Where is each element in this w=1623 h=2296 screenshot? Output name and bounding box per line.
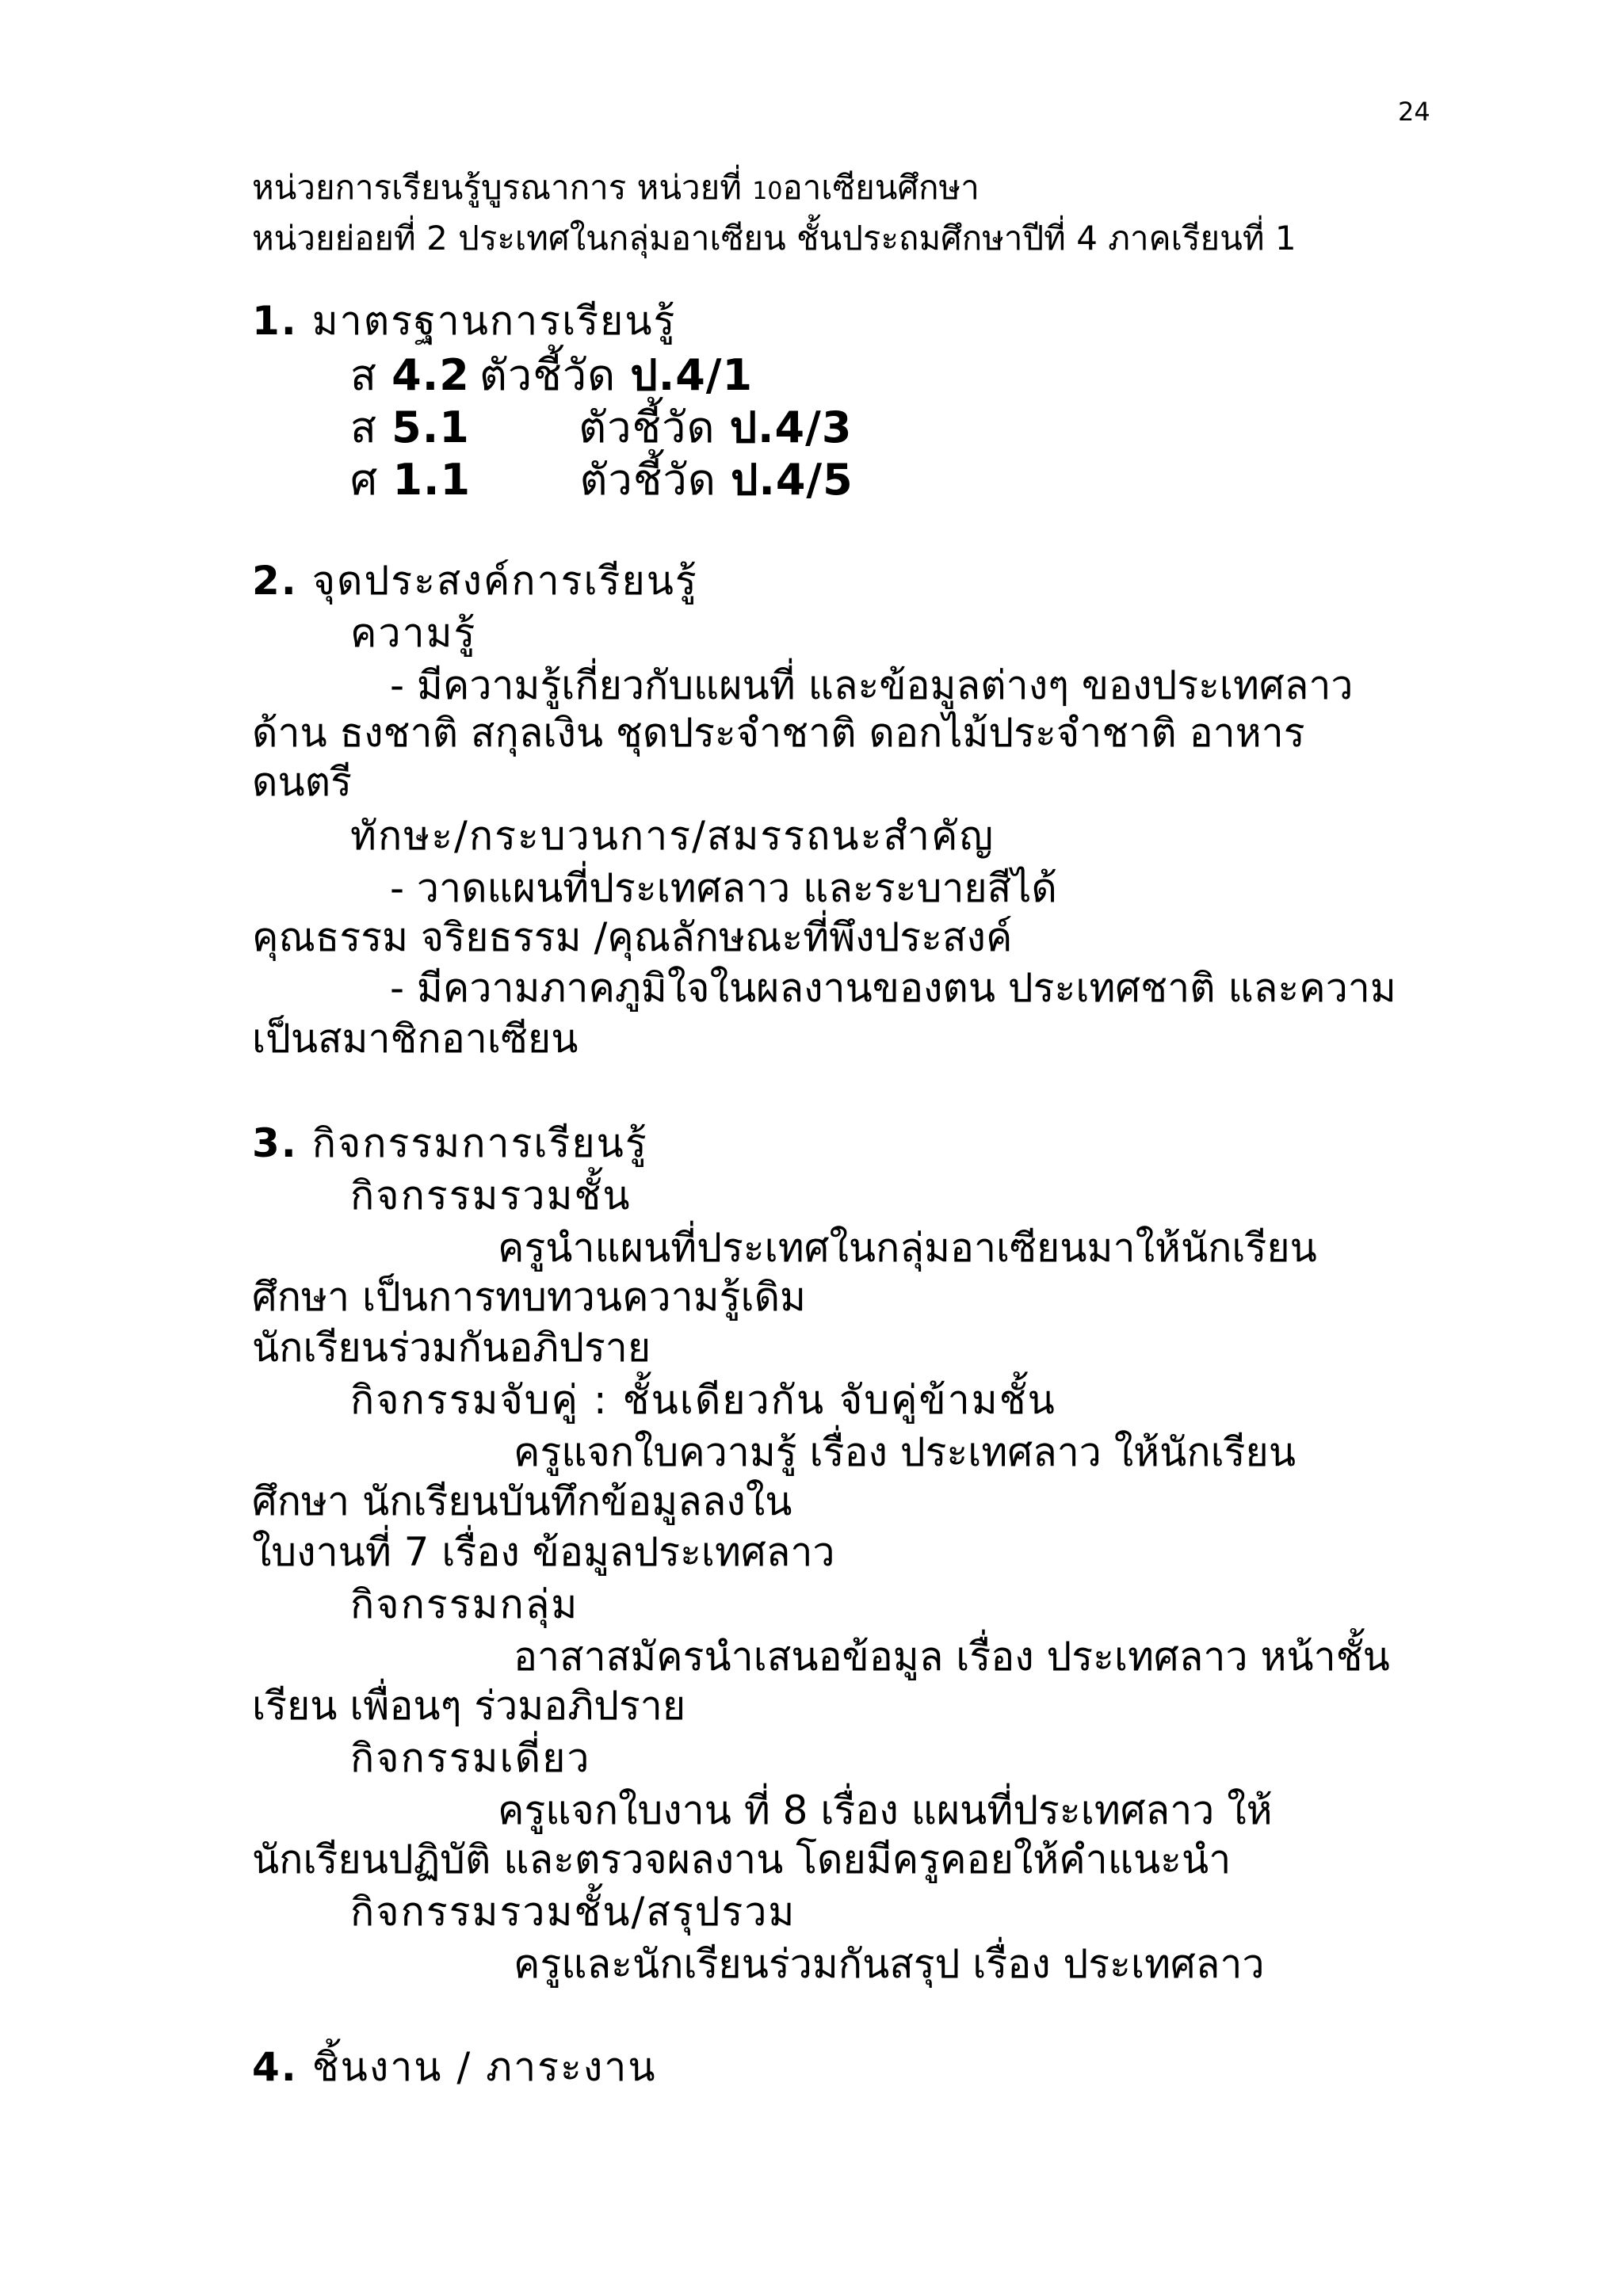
standard-row xyxy=(350,352,753,399)
summary-heading: กิจกรรมรวมชั้น/สรุปรวม xyxy=(350,1889,796,1935)
unit-number: 10 xyxy=(752,177,783,205)
single-line: ครูแจกใบงาน ที่ 8 เรื่อง แผนที่ประเทศลาว ให้ xyxy=(498,1787,1273,1833)
knowledge-heading: ความรู้ xyxy=(350,610,477,656)
standard-row xyxy=(350,404,852,451)
knowledge-line: ด้าน ธงชาติ สกุลเงิน ชุดประจำชาติ ดอกไม้ประจำชาติ อาหาร xyxy=(252,710,1305,756)
unit-title xyxy=(252,170,980,206)
standard-prefix: ส xyxy=(350,350,377,400)
indicator-value: ป.4/1 xyxy=(630,350,754,400)
skills-heading: ทักษะ/กระบวนการ/สมรรถนะสำคัญ xyxy=(350,813,995,859)
section1-heading xyxy=(252,299,676,343)
standard-prefix: ศ xyxy=(350,455,379,505)
ethics-line: - มีความภาคภูมิใจในผลงานของตน ประเทศชาติ และความ xyxy=(390,965,1396,1011)
whole-class-heading: กิจกรรมรวมชั้น xyxy=(350,1173,632,1219)
section2-title: จุดประสงค์การเรียนรู้ xyxy=(311,558,698,604)
whole-class-line: ศึกษา เป็นการทบทวนความรู้เดิม xyxy=(252,1274,806,1320)
pair-line: ใบงานที่ 7 เรื่อง ข้อมูลประเทศลาว xyxy=(252,1529,835,1575)
pair-heading: กิจกรรมจับคู่ : ชั้นเดียวกัน จับคู่ข้ามชั้น xyxy=(350,1377,1056,1423)
section3-heading xyxy=(252,1122,648,1165)
section1-number: 1. xyxy=(252,298,298,344)
subunit-title: หน่วยย่อยที่ 2 ประเทศในกลุ่มอาเซียน ชั้นประถมศึกษาปีที่ 4 ภาคเรียนที่ 1 xyxy=(252,219,1296,257)
ethics-heading: คุณธรรม จริยธรรม /คุณลักษณะที่พึงประสงค์ xyxy=(252,914,1013,960)
skills-line: - วาดแผนที่ประเทศลาว และระบายสีได้ xyxy=(390,865,1057,911)
group-line: เรียน เพื่อนๆ ร่วมอภิปราย xyxy=(252,1683,686,1729)
section2-heading xyxy=(252,559,698,603)
knowledge-line: ดนตรี xyxy=(252,759,352,805)
pair-line: ครูแจกใบความรู้ เรื่อง ประเทศลาว ให้นักเรียน xyxy=(514,1429,1296,1475)
whole-class-line: นักเรียนร่วมกันอภิปราย xyxy=(252,1325,651,1371)
indicator-label: ตัวชี้วัด xyxy=(579,402,716,452)
unit-title-text: หน่วยการเรียนรู้บูรณาการ หน่วยที่ xyxy=(252,168,742,207)
knowledge-line: - มีความรู้เกี่ยวกับแผนที่ และข้อมูลต่างๆ ของประเทศลาว xyxy=(390,662,1354,708)
section1-title: มาตรฐานการเรียนรู้ xyxy=(311,298,677,344)
indicator-label: ตัวชี้วัด xyxy=(479,350,617,400)
group-line: อาสาสมัครนำเสนอข้อมูล เรื่อง ประเทศลาว หน้าชั้น xyxy=(514,1634,1390,1680)
single-line: นักเรียนปฏิบัติ และตรวจผลงาน โดยมีครูคอยให้คำแนะนำ xyxy=(252,1836,1232,1882)
section4-title: ชิ้นงาน / ภาระงาน xyxy=(311,2044,657,2090)
standard-code: 5.1 xyxy=(391,402,470,452)
standard-code: 1.1 xyxy=(392,455,472,505)
section2-number: 2. xyxy=(252,558,298,604)
indicator-value: ป.4/3 xyxy=(729,402,853,452)
page-number: 24 xyxy=(1398,97,1430,127)
ethics-line: เป็นสมาชิกอาเซียน xyxy=(252,1016,579,1062)
indicator-value: ป.4/5 xyxy=(731,455,854,505)
standard-prefix: ส xyxy=(350,402,377,452)
standard-code: 4.2 xyxy=(391,350,470,400)
section3-title: กิจกรรมการเรียนรู้ xyxy=(311,1120,648,1166)
group-heading: กิจกรรมกลุ่ม xyxy=(350,1581,579,1627)
pair-line: ศึกษา นักเรียนบันทึกข้อมูลลงใน xyxy=(252,1478,792,1524)
whole-class-line: ครูนำแผนที่ประเทศในกลุ่มอาเซียนมาให้นักเรียน xyxy=(498,1225,1317,1271)
section3-number: 3. xyxy=(252,1120,298,1166)
single-heading: กิจกรรมเดี่ยว xyxy=(350,1735,591,1781)
section4-heading xyxy=(252,2046,657,2089)
indicator-label: ตัวชี้วัด xyxy=(579,455,716,505)
standard-row xyxy=(350,456,854,503)
section4-number: 4. xyxy=(252,2044,298,2090)
summary-line: ครูและนักเรียนร่วมกันสรุป เรื่อง ประเทศลาว xyxy=(514,1941,1265,1987)
unit-name: อาเซียนศึกษา xyxy=(782,168,980,207)
